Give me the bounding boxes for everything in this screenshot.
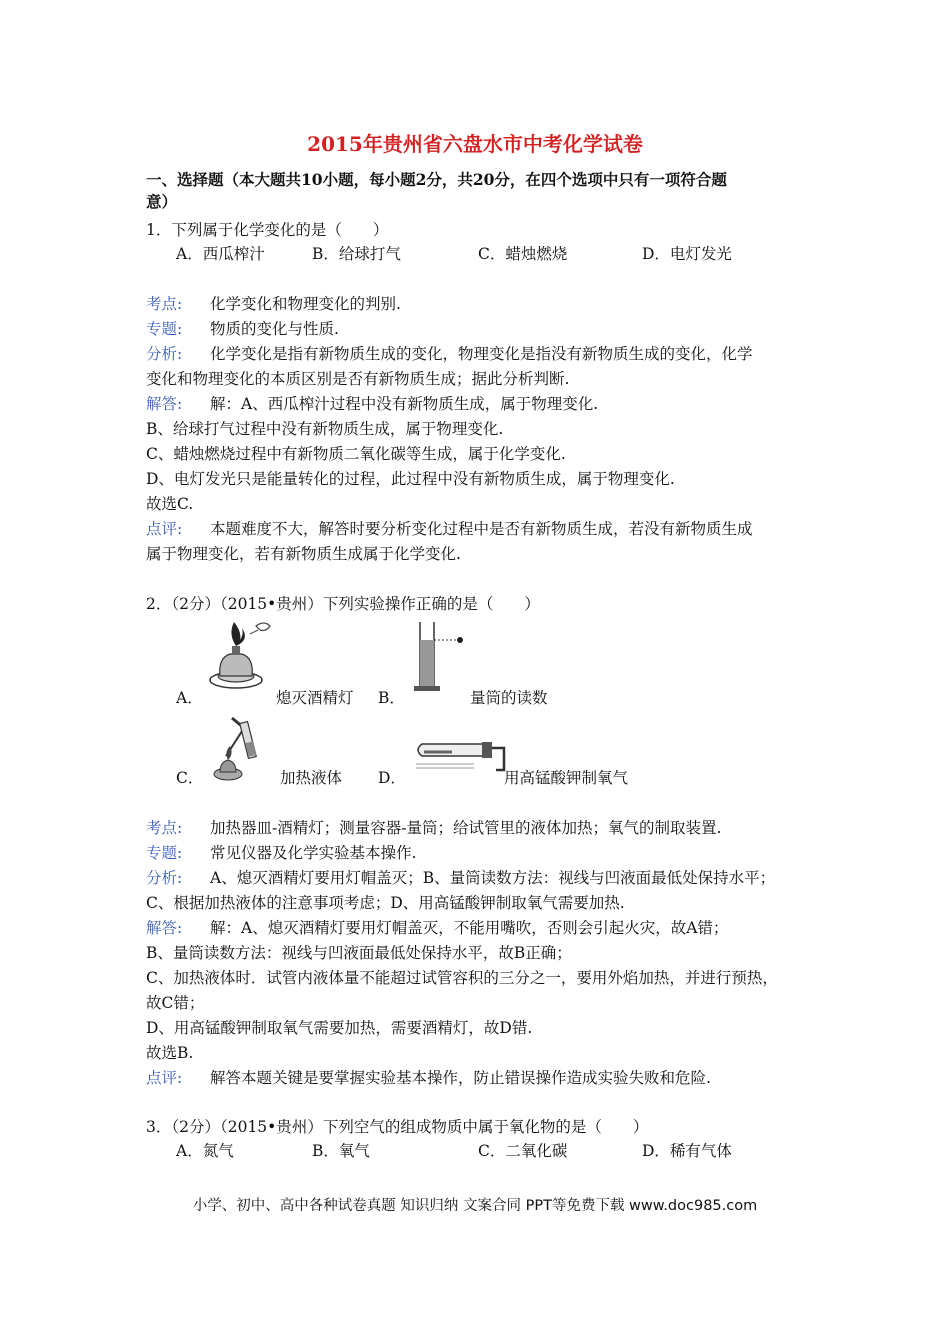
jieda-label: 解答: [146,919,183,937]
dianping-label: 点评: [146,520,183,538]
q1-kaodian-text: 化学变化和物理变化的判别. [210,295,401,313]
heating-liquid-figure [206,712,280,784]
q1-jieda-text1: 解：A、西瓜榨汁过程中没有新物质生成，属于物理变化. [210,395,599,413]
q3-option-c: C．二氧化碳 [478,1142,568,1160]
graduated-cylinder-figure [408,616,472,696]
q1-option-b: B．给球打气 [312,245,401,263]
q2-jieda-text2: B、量筒读数方法：视线与凹液面最低处保持水平，故B正确； [146,944,572,962]
q2-jieda-text6: 故选B. [146,1044,194,1062]
fenxi-label: 分析: [146,869,183,887]
page-footer: 小学、初中、高中各种试卷真题 知识归纳 文案合同 PPT等免费下载 www.doc985.com [192,1198,758,1214]
q1-zhuanti [146,319,339,339]
q2-zhuanti-text: 常见仪器及化学实验基本操作. [210,844,417,862]
q3-stem: 3．（2分）（2015•贵州）下列空气的组成物质中属于氧化物的是（ ） [146,1118,649,1136]
q2-stem: 2．（2分）（2015•贵州）下列实验操作正确的是（ ） [146,595,540,613]
fenxi-label: 分析: [146,345,183,363]
q2-option-b-text: 量筒的读数 [470,689,548,707]
q1-jieda [146,394,598,414]
q1-dianping [146,519,753,539]
q2-option-d-text: 用高锰酸钾制氧气 [504,769,629,787]
q2-option-c-text: 加热液体 [280,769,343,787]
q1-jieda-text2: B、给球打气过程中没有新物质生成，属于物理变化. [146,420,504,438]
q2-option-d-letter: D． [378,769,406,787]
q2-dianping [146,1068,711,1088]
q2-kaodian [146,818,721,838]
alcohol-lamp-blow-figure [206,618,278,692]
q1-fenxi [146,344,753,364]
q2-zhuanti [146,843,416,863]
q1-zhuanti-text: 物质的变化与性质. [210,320,339,338]
q2-jieda-text3: C、加热液体时．试管内液体量不能超过试管容积的三分之一，要用外焰加热，并进行预热， [146,969,778,987]
q2-fenxi [146,868,775,888]
q3-option-d: D．稀有气体 [642,1142,732,1160]
q2-jieda-text1: 解：A、熄灭酒精灯要用灯帽盖灭，不能用嘴吹，否则会引起火灾，故A错； [210,919,729,937]
q1-option-c: C．蜡烛燃烧 [478,245,568,263]
zhuanti-label: 专题: [146,844,183,862]
section-heading-line2: 意） [146,192,178,211]
q3-option-b: B．氧气 [312,1142,370,1160]
q1-jieda-text4: D、电灯发光只是能量转化的过程，此过程中没有新物质生成，属于物理变化. [146,470,675,488]
q2-option-a-letter: A． [176,689,203,707]
q1-fenxi-text2: 变化和物理变化的本质区别是否有新物质生成；据此分析判断. [146,370,570,388]
q1-dianping-text2: 属于物理变化，若有新物质生成属于化学变化. [146,545,461,563]
zhuanti-label: 专题: [146,320,183,338]
q1-jieda-text3: C、蜡烛燃烧过程中有新物质二氧化碳等生成，属于化学变化. [146,445,566,463]
q2-jieda-text5: D、用高锰酸钾制取氧气需要加热，需要酒精灯，故D错. [146,1019,533,1037]
q1-kaodian [146,294,401,314]
q3-option-a: A．氮气 [176,1142,234,1160]
q1-dianping-text1: 本题难度不大，解答时要分析变化过程中是否有新物质生成，若没有新物质生成 [210,520,753,538]
section-heading-line1: 一、选择题（本大题共10小题，每小题2分，共20分，在四个选项中只有一项符合题 [146,170,727,189]
q2-dianping-text: 解答本题关键是要掌握实验基本操作，防止错误操作造成实验失败和危险. [210,1069,711,1087]
q1-option-a: A．西瓜榨汁 [176,245,265,263]
q2-option-c-letter: C． [176,769,204,787]
q2-kaodian-text: 加热器皿-酒精灯；测量容器-量筒；给试管里的液体加热；氧气的制取装置. [210,819,722,837]
q1-stem: 1．下列属于化学变化的是（ ） [146,221,389,239]
q2-jieda [146,918,728,938]
q2-option-a-text: 熄灭酒精灯 [276,689,354,707]
dianping-label: 点评: [146,1069,183,1087]
test-tube-apparatus-figure [412,730,508,782]
kaodian-label: 考点: [146,295,183,313]
q1-option-d: D．电灯发光 [642,245,732,263]
q1-jieda-text5: 故选C. [146,495,194,513]
q2-fenxi-text2: C、根据加热液体的注意事项考虑；D、用高锰酸钾制取氧气需要加热. [146,894,625,912]
jieda-label: 解答: [146,395,183,413]
kaodian-label: 考点: [146,819,183,837]
q1-fenxi-text1: 化学变化是指有新物质生成的变化，物理变化是指没有新物质生成的变化，化学 [210,345,753,363]
page-title: 2015年贵州省六盘水市中考化学试卷 [307,132,643,156]
q2-option-b-letter: B． [378,689,405,707]
q2-fenxi-text1: A、熄灭酒精灯要用灯帽盖灭；B、量筒读数方法：视线与凹液面最低处保持水平； [210,869,776,887]
q2-jieda-text4: 故C错； [146,994,205,1012]
